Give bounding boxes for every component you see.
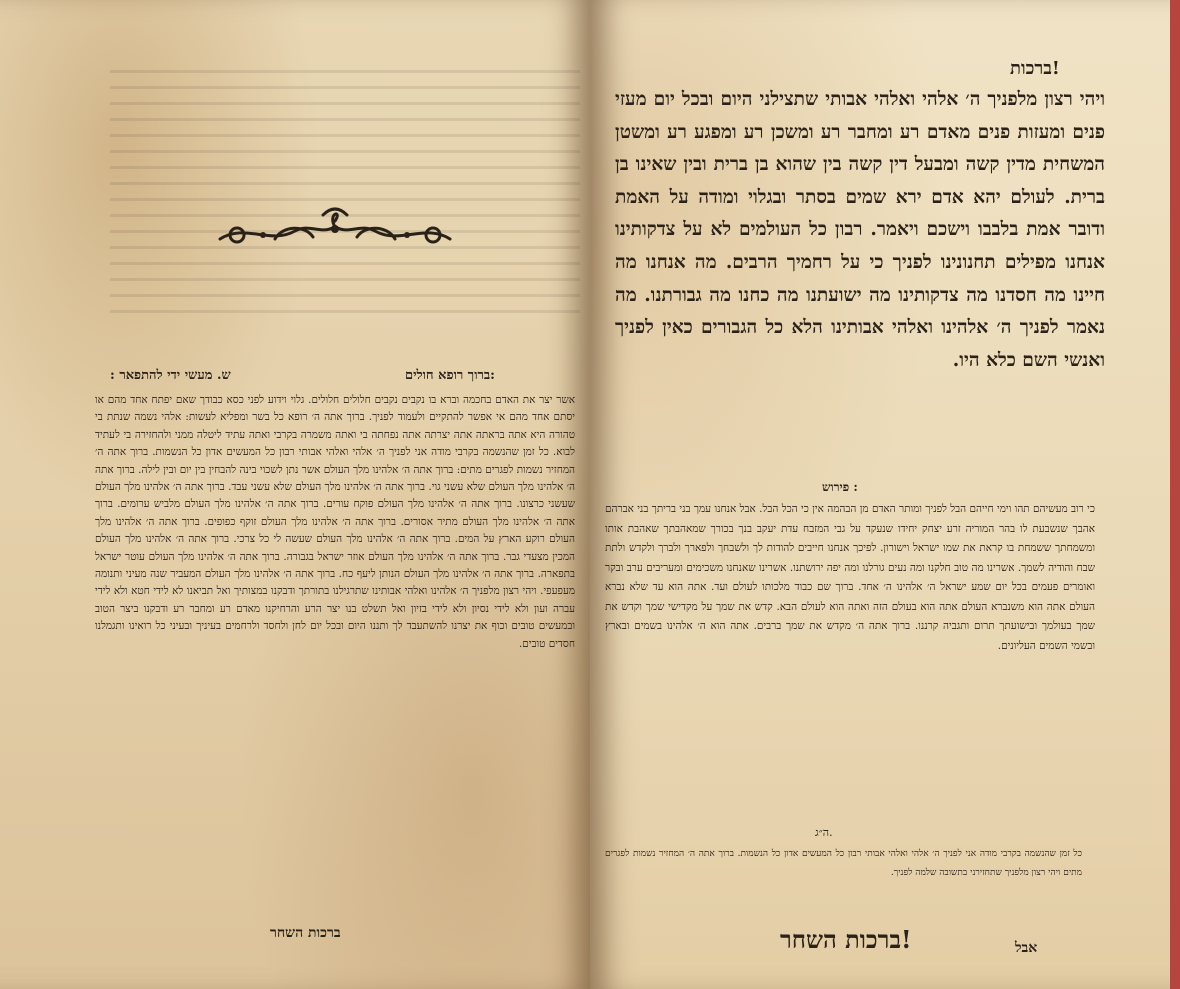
left-page-footer: ברכות השחר	[270, 925, 341, 941]
catchword: אבל	[1015, 940, 1038, 956]
right-page	[590, 0, 1170, 989]
right-section-heading: : פירוש	[822, 480, 858, 494]
book-cover-edge	[1170, 0, 1180, 989]
right-main-text: ויהי רצון מלפניך ה׳ אלהי ואלהי אבותי שתצילני היום ובכל יום מעזי פנים ומעזות פנים מאדם רע ומחבר רע ומשכן רע ומפגע רע ומשטן המשחית מדין קשה ומבעל דין קשה בין שהוא בן ברית ובין שאינו בן ברית. לעולם יהא אדם ירא שמים בסתר ובגלוי ומודה על האמת ודובר אמת בלבבו וישכם ויאמר. רבון כל העולמים לא על צדקותינו אנחנו מפילים תחנונינו לפניך כי על רחמיך הרבים. מה אנחנו מה חיינו מה חסדנו מה צדקותינו מה ישועתנו מה כחנו מה גבורתנו. מה נאמר לפניך ה׳ אלהינו ואלהי אבותינו הלא כל הגבורים כאין לפניך ואנשי השם כלא היו.	[615, 89, 1105, 371]
right-page-title: !ברכות	[1010, 58, 1060, 79]
bleed-through-text	[110, 70, 580, 320]
left-body-text: אשר יצר את האדם בחכמה וברא בו נקבים נקבים חלולים חלולים. גלוי וידוע לפני כסא כבודך שאם יפתח אחד מהם או יסתם אחד מהם אי אפשר להתקיים ולעמוד לפניך. ברוך אתה ה׳ רופא כל בשר ומפליא לעשות: אלהי נשמה שנתת בי טהורה היא אתה בראתה אתה יצרתה אתה נפחתה בי ואתה משמרה בקרבי ואתה עתיד ליטלה ממני ולהחזירה בי לעתיד לבוא. כל זמן שהנשמה בקרבי מודה אני לפניך ה׳ אלהי ואלהי אבותי רבון כל המעשים אדון כל הנשמות. ברוך אתה ה׳ המחזיר נשמות לפגרים מתים: ברוך אתה ה׳ אלהינו מלך העולם אשר נתן לשכוי בינה להבחין בין יום ובין לילה. ברוך אתה ה׳ אלהינו מלך העולם שלא עשני גוי. ברוך אתה ה׳ אלהינו מלך העולם שלא עשני עבד. ברוך אתה ה׳ אלהינו מלך העולם שעשני כרצונו. ברוך אתה ה׳ אלהינו מלך העולם פוקח עורים. ברוך אתה ה׳ אלהינו מלך העולם מלביש ערומים. ברוך אתה ה׳ אלהינו מלך העולם מתיר אסורים. ברוך אתה ה׳ אלהינו מלך העולם זוקף כפופים. ברוך אתה ה׳ אלהינו מלך העולם רוקע הארץ על המים. ברוך אתה ה׳ אלהינו מלך העולם שעשה לי כל צרכי. ברוך אתה ה׳ אלהינו מלך העולם המכין מצעדי גבר. ברוך אתה ה׳ אלהינו מלך העולם אוזר ישראל בגבורה. ברוך אתה ה׳ אלהינו מלך העולם עוטר ישראל בתפארה. ברוך אתה ה׳ אלהינו מלך העולם הנותן ליעף כח. ברוך אתה ה׳ אלהינו מלך העולם המעביר שנה מעיני ותנומה מעפעפי. ויהי רצון מלפניך ה׳ אלהינו ואלהי אבותינו שתרגילנו בתורתך ודבקנו במצותיך ואל תביאנו לא לידי חטא ולא לידי עברה ועון ולא לידי נסיון ולא לידי בזיון ואל תשלט בנו יצר הרע והרחיקנו מאדם רע ומחבר רע ודבקנו ביצר הטוב ובמעשים טובים וכוף את יצרנו להשתעבד לך ותננו היום ובכל יום לחן ולחסד ולרחמים בעיניך ובעיני כל רואינו ותגמלנו חסדים טובים.	[95, 394, 575, 650]
right-small-text: כי רוב מעשיהם תהו וימי חייהם הבל לפניך ומותר האדם מן הבהמה אין כי הכל הבל. אבל אנחנו עמך בני בריתך בני אברהם אהבך שנשבעת לו בהר המוריה זרע יצחק יחידו שנעקד על גבי המזבח עדת יעקב בנך בכורך שמאהבתך שאהבת אותו ומשמחתך ששמחת בו קראת את שמו ישראל וישורון. לפיכך אנחנו חייבים להודות לך ולשבחך ולפארך ולברך ולקדש ולתת שבח והודיה לשמך. אשרינו מה טוב חלקנו ומה נעים גורלנו ומה יפה ירושתנו. אשרינו שאנחנו משכימים ומעריבים ערב ובקר ואומרים פעמים בכל יום שמע ישראל ה׳ אלהינו ה׳ אחד. ברוך שם כבוד מלכותו לעולם ועד. אתה הוא עד שלא נברא העולם אתה הוא משנברא העולם אתה הוא בעולם הזה ואתה הוא לעולם הבא. קדש את שמך על מקדישי שמך וקדש את שמך בעולמך ובישועתך תרום ותגביה קרננו. ברוך אתה ה׳ מקדש את שמך ברבים. אתה הוא ה׳ אלהינו בשמים ובארץ ובשמי השמים העליונים.	[605, 503, 1095, 652]
ornament-flourish	[215, 205, 455, 255]
left-header-left: ש. מעשי ידי להתפאר :	[110, 368, 231, 383]
footnote-mark: .ה״ג	[815, 826, 833, 839]
right-page-footer: !ברכות השחר	[780, 925, 912, 954]
footnotes: כל זמן שהנשמה בקרבי מודה אני לפניך ה׳ אלהי ואלהי אבותי רבון כל המעשים אדון כל הנשמות. ברוך אתה ה׳ המחזיר נשמות לפגרים מתים ויהי רצון מלפניך שתחזירני בתשובה שלמה לפניך.	[605, 849, 1082, 878]
left-header-right: :ברוך רופא חולים	[405, 368, 495, 383]
